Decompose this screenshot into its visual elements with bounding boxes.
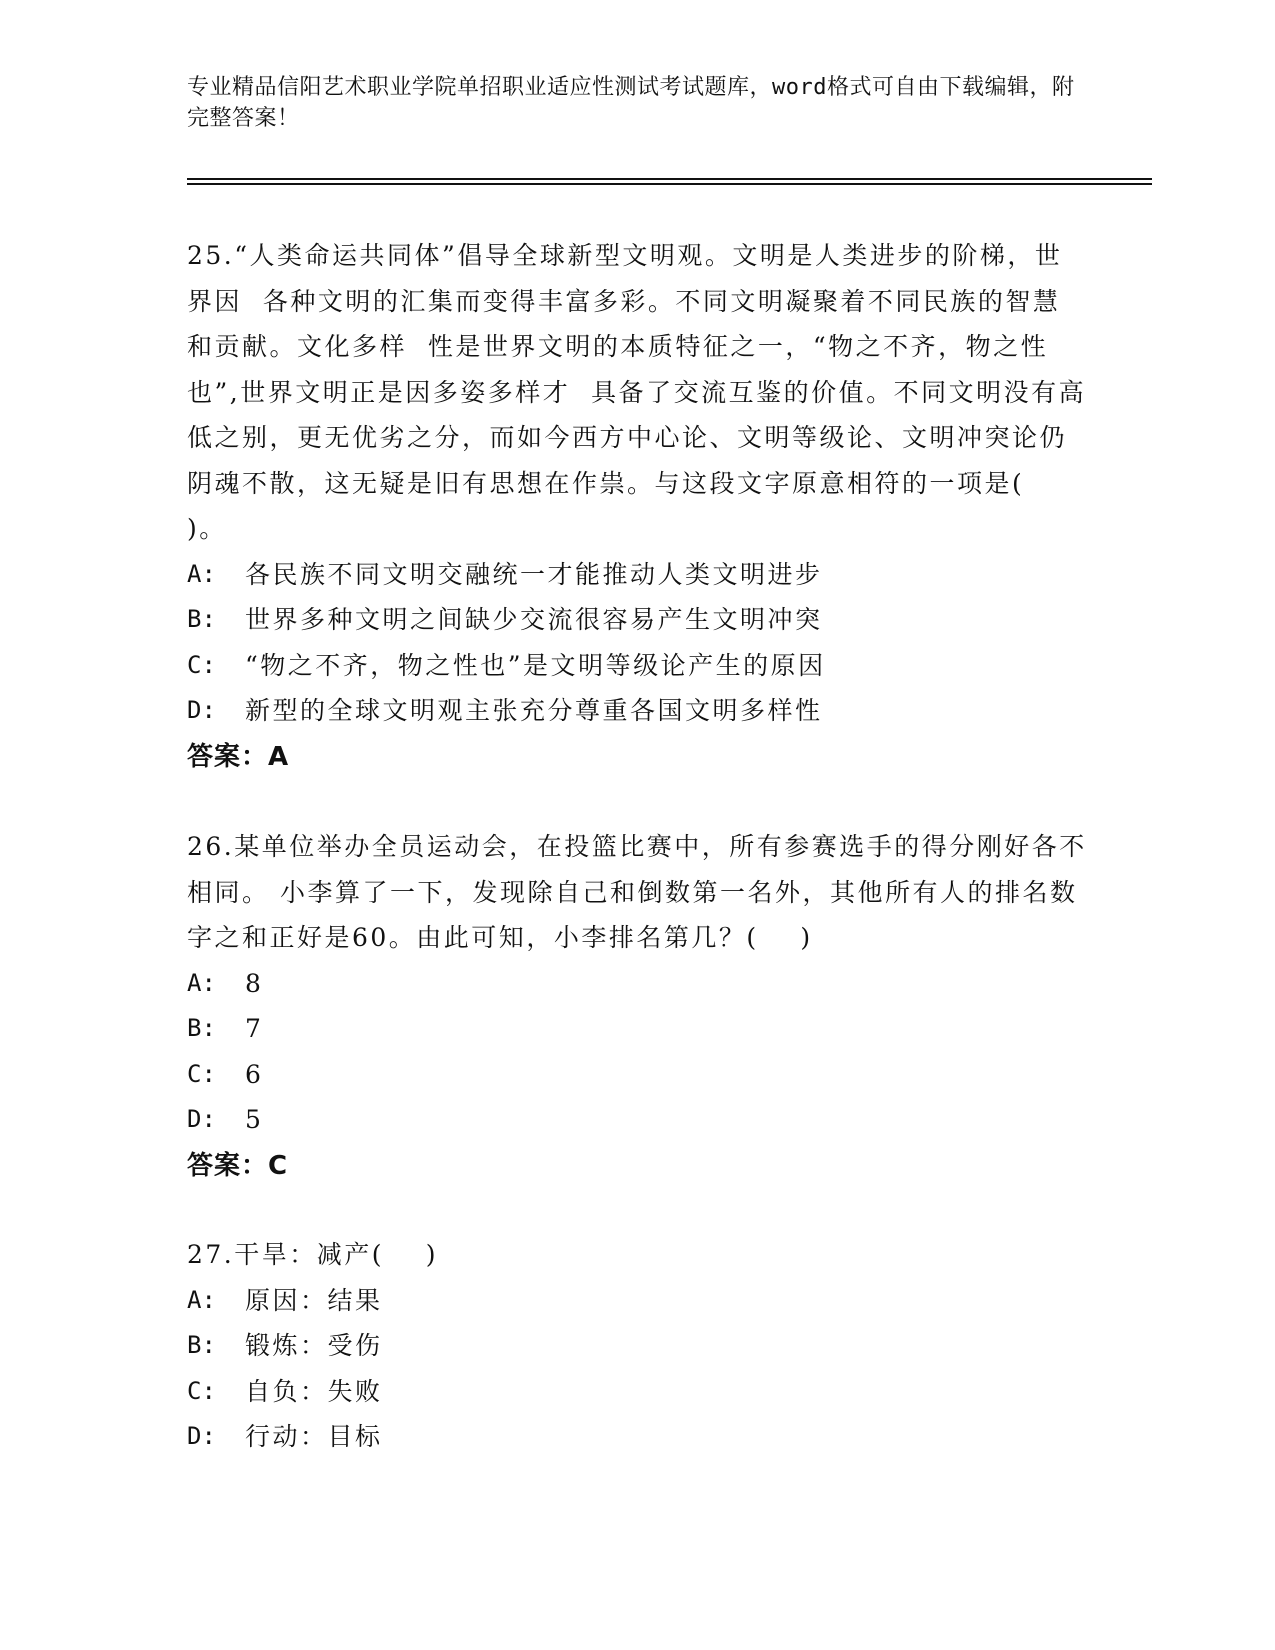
question-stem: 25.“人类命运共同体”倡导全球新型文明观。文明是人类进步的阶梯，世界因 各种文明的汇集而变得丰富多彩。不同文明凝聚着不同民族的智慧和贡献。文化多样 性是世界文明的本质特征之一，“物之不齐，物之性也”,世界文明正是因多姿多样才 具备了交流互鉴的价值。不同文明没有高低之别，更无优劣之分，而如今西方中心论、文明等级论、文明冲突论仍阴魂不散，这无疑是旧有思想在作祟。与这段文字原意相符的一项是( )。 bbox=[187, 241, 1087, 543]
option-letter: B: bbox=[187, 1331, 216, 1359]
option-text: 5 bbox=[245, 1105, 264, 1134]
option-b bbox=[187, 597, 1087, 643]
option-text: 世界多种文明之间缺少交流很容易产生文明冲突 bbox=[245, 605, 823, 634]
option-letter: C: bbox=[187, 650, 216, 679]
header-rule-top bbox=[187, 178, 1152, 180]
option-d bbox=[187, 1414, 1087, 1460]
option-a bbox=[187, 552, 1087, 598]
question-stem: 26.某单位举办全员运动会，在投篮比赛中，所有参赛选手的得分刚好各不相同。 小李算了一下，发现除自己和倒数第一名外，其他所有人的排名数字之和正好是60。由此可知，小李排名第几？( ) bbox=[187, 832, 1087, 952]
option-letter: B: bbox=[187, 605, 216, 633]
option-d bbox=[187, 688, 1087, 734]
option-text: 锻炼：受伤 bbox=[245, 1331, 383, 1360]
option-text: 原因：结果 bbox=[245, 1285, 383, 1315]
option-text: 行动：目标 bbox=[245, 1422, 383, 1451]
option-a bbox=[187, 961, 1087, 1007]
option-letter: A: bbox=[187, 559, 216, 588]
option-letter: B: bbox=[187, 1014, 216, 1042]
option-text: “物之不齐，物之性也”是文明等级论产生的原因 bbox=[245, 650, 826, 680]
option-text: 自负：失败 bbox=[245, 1376, 383, 1406]
option-text: 8 bbox=[245, 968, 264, 998]
answer-line: 答案：A bbox=[187, 741, 290, 772]
question-stem: 27.干旱：减产( ) bbox=[187, 1240, 439, 1269]
option-text: 各民族不同文明交融统一才能推动人类文明进步 bbox=[245, 559, 823, 589]
option-c bbox=[187, 643, 1087, 689]
option-text: 7 bbox=[245, 1014, 264, 1043]
question-27 bbox=[187, 1232, 1087, 1460]
option-letter: C: bbox=[187, 1059, 216, 1088]
question-25 bbox=[187, 233, 1087, 780]
option-b bbox=[187, 1006, 1087, 1052]
option-letter: D: bbox=[187, 1105, 216, 1133]
option-letter: C: bbox=[187, 1376, 216, 1405]
option-letter: D: bbox=[187, 696, 216, 724]
option-text: 6 bbox=[245, 1059, 264, 1089]
option-d bbox=[187, 1097, 1087, 1143]
option-c bbox=[187, 1052, 1087, 1098]
question-26 bbox=[187, 824, 1087, 1189]
option-a bbox=[187, 1278, 1087, 1324]
option-c bbox=[187, 1369, 1087, 1415]
document-header: 专业精品信阳艺术职业学院单招职业适应性测试考试题库，word格式可自由下载编辑，附完整答案！ bbox=[187, 75, 1075, 131]
option-letter: A: bbox=[187, 968, 216, 997]
header-rule-bottom bbox=[187, 183, 1152, 185]
option-text: 新型的全球文明观主张充分尊重各国文明多样性 bbox=[245, 696, 823, 725]
option-letter: A: bbox=[187, 1285, 216, 1314]
answer-line: 答案：C bbox=[187, 1150, 289, 1181]
option-b bbox=[187, 1323, 1087, 1369]
option-letter: D: bbox=[187, 1422, 216, 1450]
